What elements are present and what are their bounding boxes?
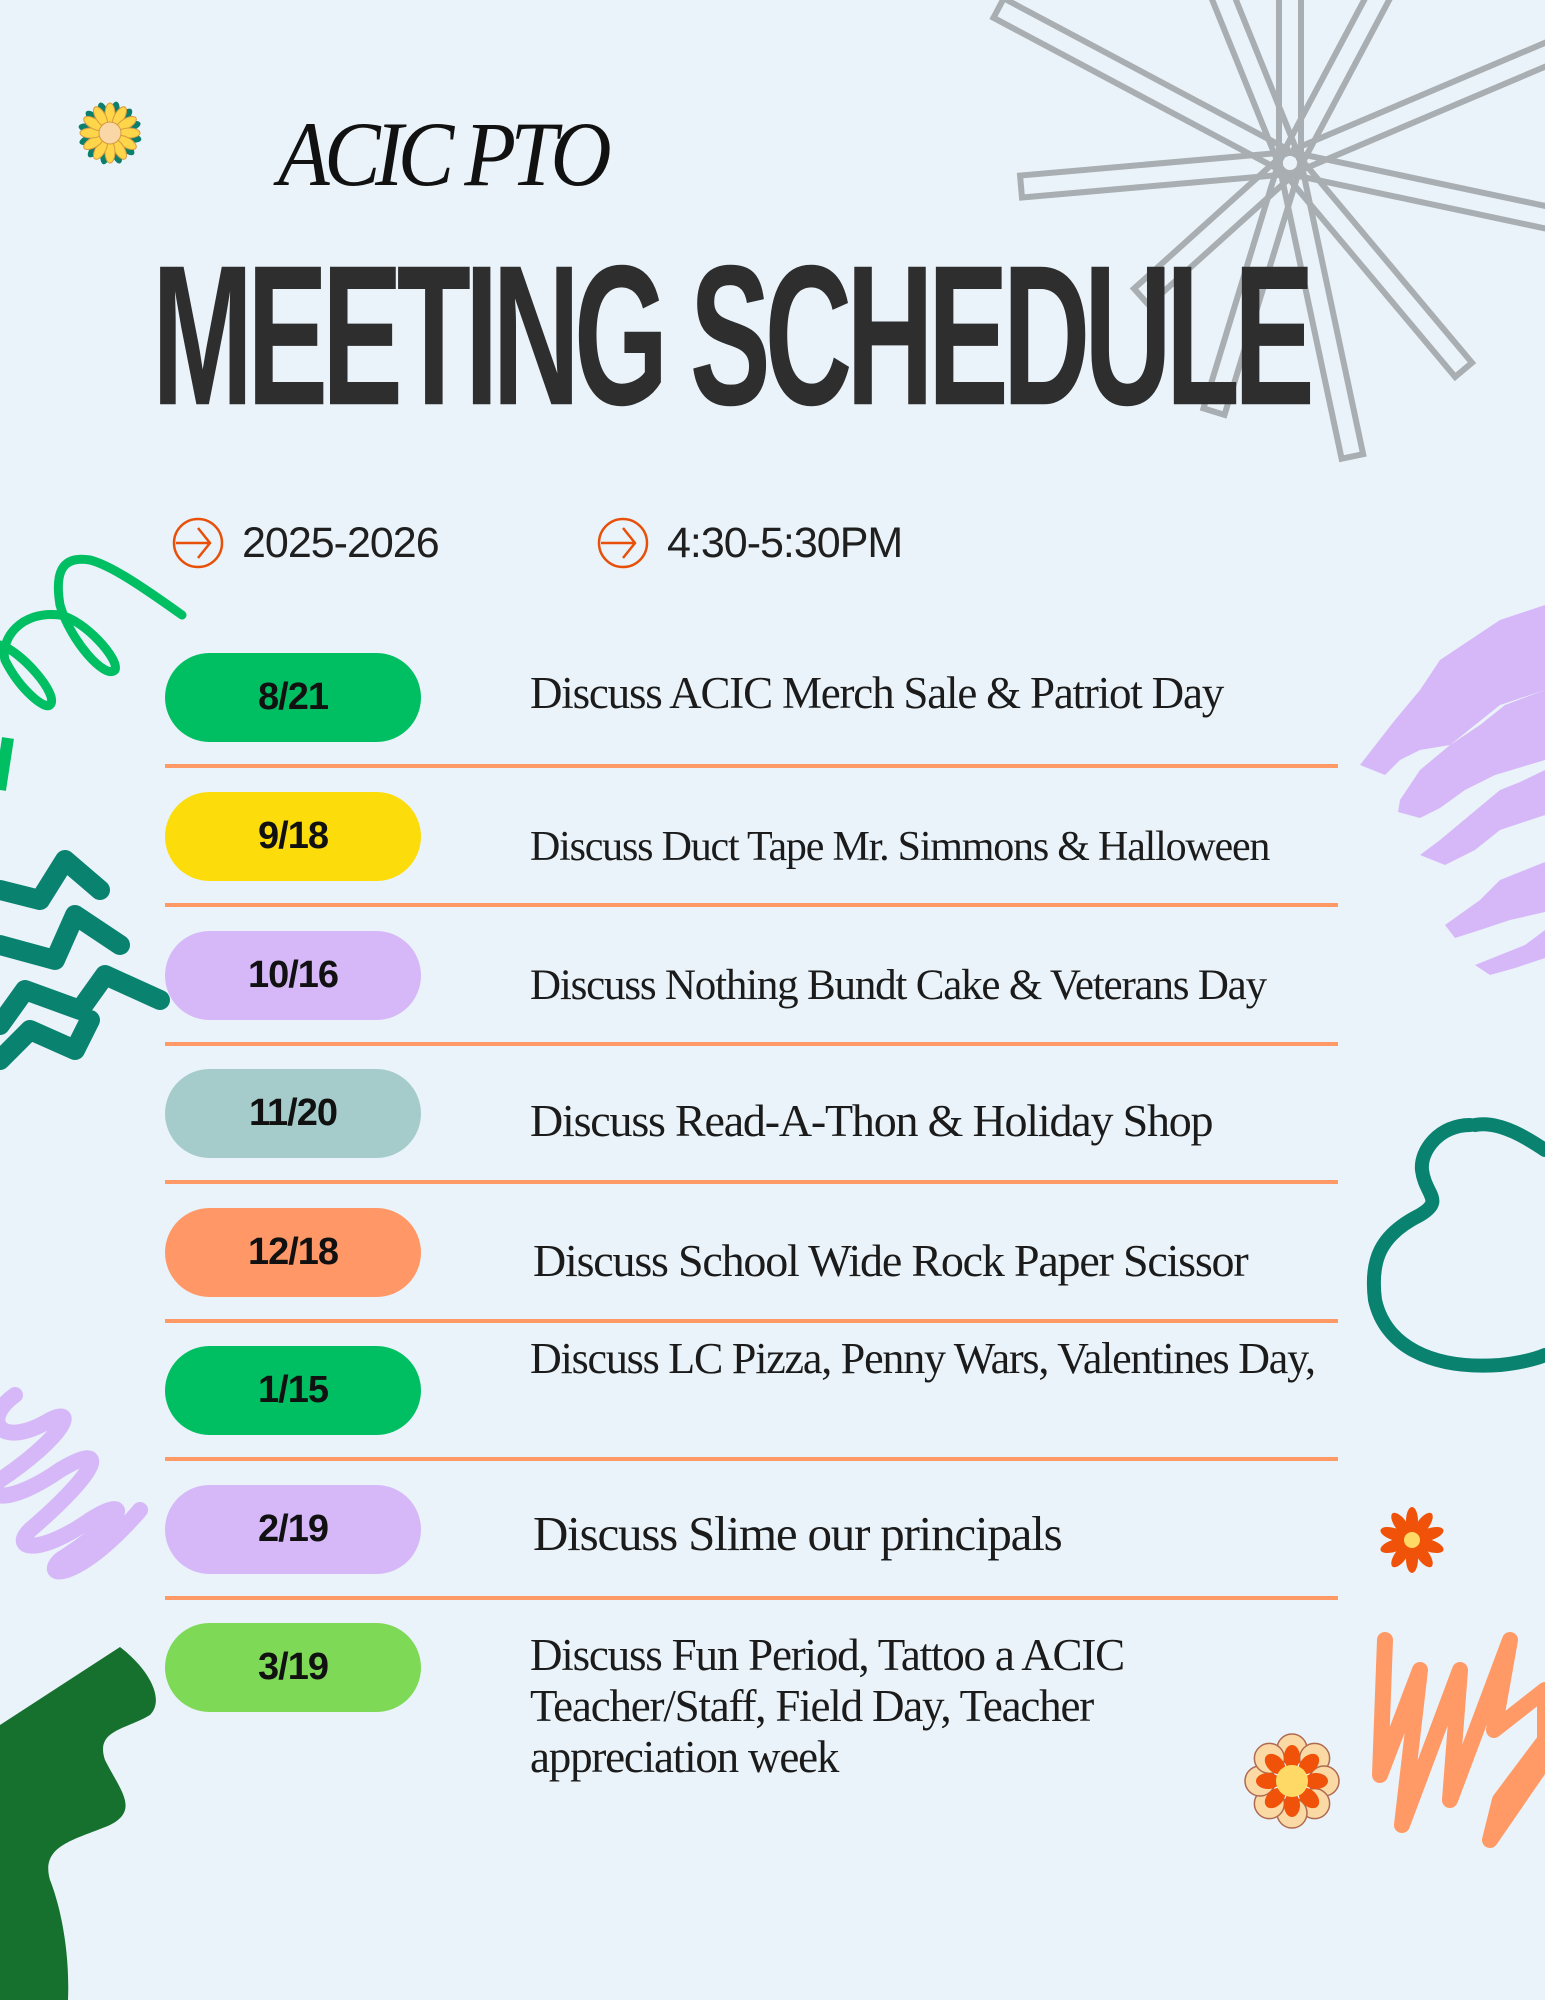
school-year-label: 2025-2026 — [242, 518, 439, 567]
row-divider — [165, 1180, 1338, 1184]
date-pill: 9/18 — [165, 792, 421, 881]
meeting-time-label: 4:30-5:30PM — [667, 518, 903, 567]
lavender-scribble-shape — [0, 1395, 140, 1572]
sunflower-icon — [78, 101, 143, 166]
meeting-topic: Discuss Nothing Bundt Cake & Veterans Day — [530, 962, 1266, 1009]
row-divider — [165, 1596, 1338, 1600]
orange-zigzag-shape — [1380, 1640, 1545, 1840]
teal-loop-shape — [1374, 1124, 1545, 1365]
retro-flower-icon — [1245, 1734, 1339, 1828]
date-pill: 1/15 — [165, 1346, 421, 1435]
orange-daisy-icon — [1379, 1507, 1445, 1573]
row-divider — [165, 1457, 1338, 1461]
date-pill: 11/20 — [165, 1069, 421, 1158]
meeting-topic: Discuss Slime our principals — [533, 1506, 1062, 1561]
meeting-topic: Discuss LC Pizza, Penny Wars, Valentines Day, — [530, 1334, 1315, 1383]
meeting-topic: Discuss School Wide Rock Paper Scissor — [533, 1235, 1248, 1286]
school-year — [172, 517, 439, 569]
meeting-topic: Discuss ACIC Merch Sale & Patriot Day — [530, 668, 1224, 718]
meeting-time — [597, 517, 902, 569]
row-divider — [165, 1319, 1338, 1323]
date-pill: 10/16 — [165, 931, 421, 1020]
circle-arrow-right-icon — [597, 517, 649, 569]
row-divider — [165, 903, 1338, 907]
date-pill: 12/18 — [165, 1208, 421, 1297]
green-wave-blob-shape — [0, 1647, 156, 2000]
page-title: MEETING SCHEDULE — [152, 223, 1309, 448]
meeting-topic: Discuss Fun Period, Tattoo a ACIC Teacher/Staff, Field Day, Teacher appreciation week — [530, 1630, 1124, 1782]
row-divider — [165, 1042, 1338, 1046]
date-pill: 8/21 — [165, 653, 421, 742]
date-pill: 2/19 — [165, 1485, 421, 1574]
meeting-topic: Discuss Read-A-Thon & Holiday Shop — [530, 1095, 1213, 1146]
green-squiggle-shape — [0, 559, 182, 706]
organization-name: ACIC PTO — [278, 103, 607, 205]
green-squiggle-tail — [0, 738, 8, 790]
circle-arrow-right-icon — [172, 517, 224, 569]
row-divider — [165, 764, 1338, 768]
meeting-topic: Discuss Duct Tape Mr. Simmons & Halloween — [530, 824, 1270, 870]
date-pill: 3/19 — [165, 1623, 421, 1712]
lavender-jagged-shape — [1360, 605, 1545, 975]
teal-zigzag-shape — [0, 860, 160, 1060]
